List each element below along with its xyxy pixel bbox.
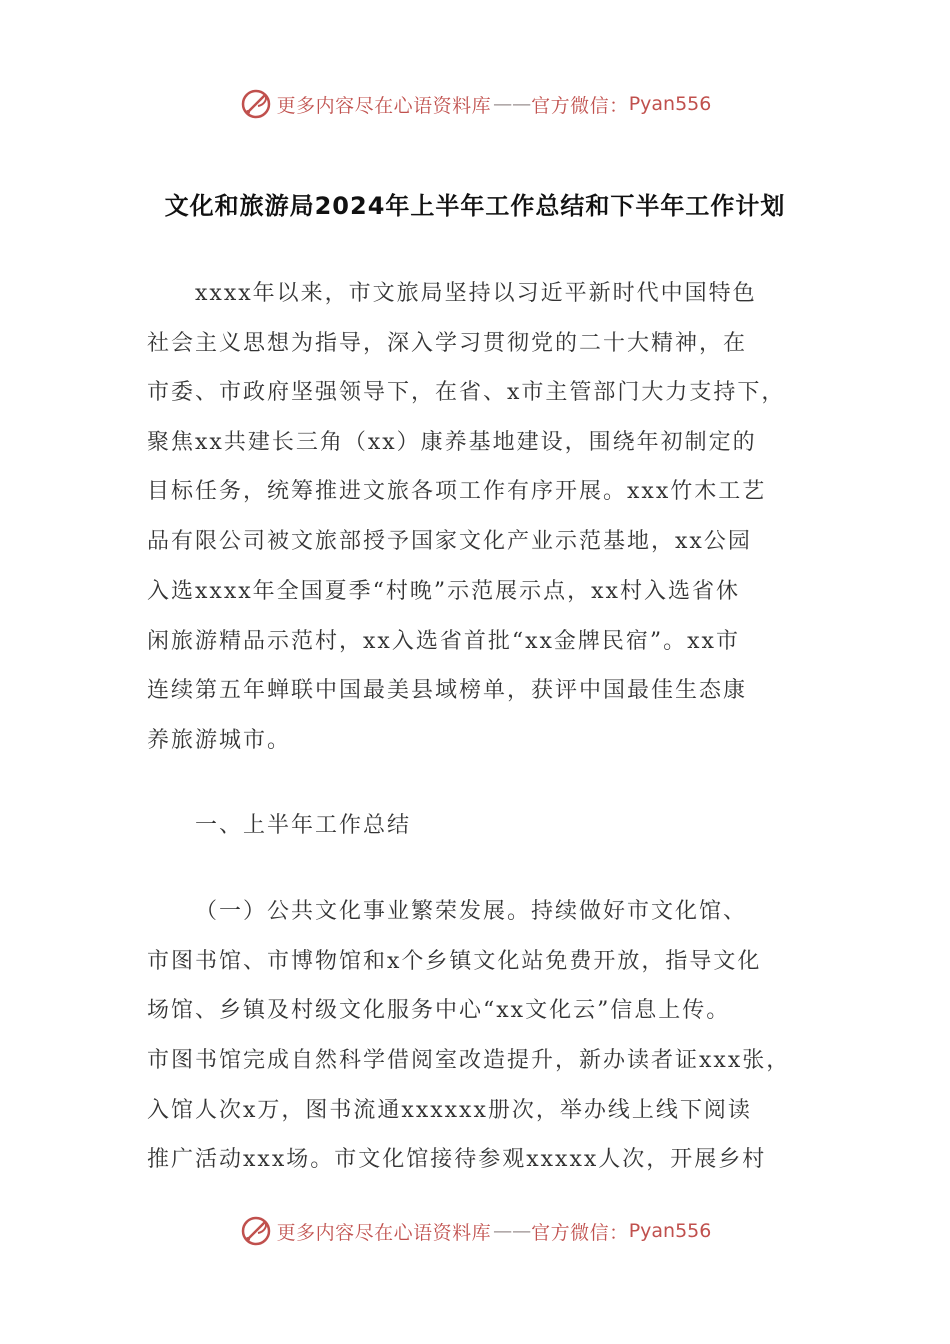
body-line: 场馆、乡镇及村级文化服务中心“xx文化云”信息上传。	[147, 998, 731, 1023]
body-line: （一）公共文化事业繁荣发展。持续做好市文化馆、	[195, 899, 748, 924]
body-line: 社会主义思想为指导，深入学习贯彻党的二十大精神，在	[147, 331, 748, 356]
body-line: 聚焦xx共建长三角（xx）康养基地建设，围绕年初制定的	[147, 430, 757, 455]
body-line: 市图书馆完成自然科学借阅室改造提升，新办读者证xxx张，	[147, 1048, 791, 1073]
quill-logo-icon	[239, 87, 273, 121]
watermark-separator: ——	[493, 1220, 532, 1242]
watermark-id: Pyan556	[628, 93, 712, 115]
footer-watermark	[0, 1211, 950, 1251]
watermark-label: 官方微信：	[531, 94, 629, 117]
watermark-text: 更多内容尽在心语资料库	[276, 1221, 492, 1244]
header-watermark	[0, 84, 950, 124]
body-line: 入馆人次x万，图书流通xxxxxx册次，举办线上线下阅读	[147, 1098, 752, 1123]
body-line: 目标任务，统筹推进文旅各项工作有序开展。xxx竹木工艺	[147, 479, 767, 504]
quill-logo-icon	[239, 1214, 273, 1248]
watermark-text: 更多内容尽在心语资料库	[276, 94, 492, 117]
body-line: 品有限公司被文旅部授予国家文化产业示范基地，xx公园	[147, 529, 752, 554]
body-line: 推广活动xxx场。市文化馆接待参观xxxxx人次，开展乡村	[147, 1147, 767, 1172]
watermark-label: 官方微信：	[531, 1221, 629, 1244]
body-line: 连续第五年蝉联中国最美县域榜单，获评中国最佳生态康	[147, 678, 748, 703]
watermark-id: Pyan556	[628, 1220, 712, 1242]
body-line: 市图书馆、市博物馆和x个乡镇文化站免费开放，指导文化	[147, 949, 762, 974]
document-title: 文化和旅游局2024年上半年工作总结和下半年工作计划	[164, 192, 786, 220]
section-heading: 一、上半年工作总结	[195, 813, 412, 838]
body-line: xxxx年以来，市文旅局坚持以习近平新时代中国特色	[195, 281, 757, 306]
body-line: 入选xxxx年全国夏季“村晚”示范展示点，xx村入选省休	[147, 579, 740, 604]
body-line: 市委、市政府坚强领导下，在省、x市主管部门大力支持下，	[147, 380, 786, 405]
body-line: 养旅游城市。	[147, 728, 292, 753]
body-line: 闲旅游精品示范村，xx入选省首批“xx金牌民宿”。xx市	[147, 629, 740, 654]
watermark-separator: ——	[493, 93, 532, 115]
